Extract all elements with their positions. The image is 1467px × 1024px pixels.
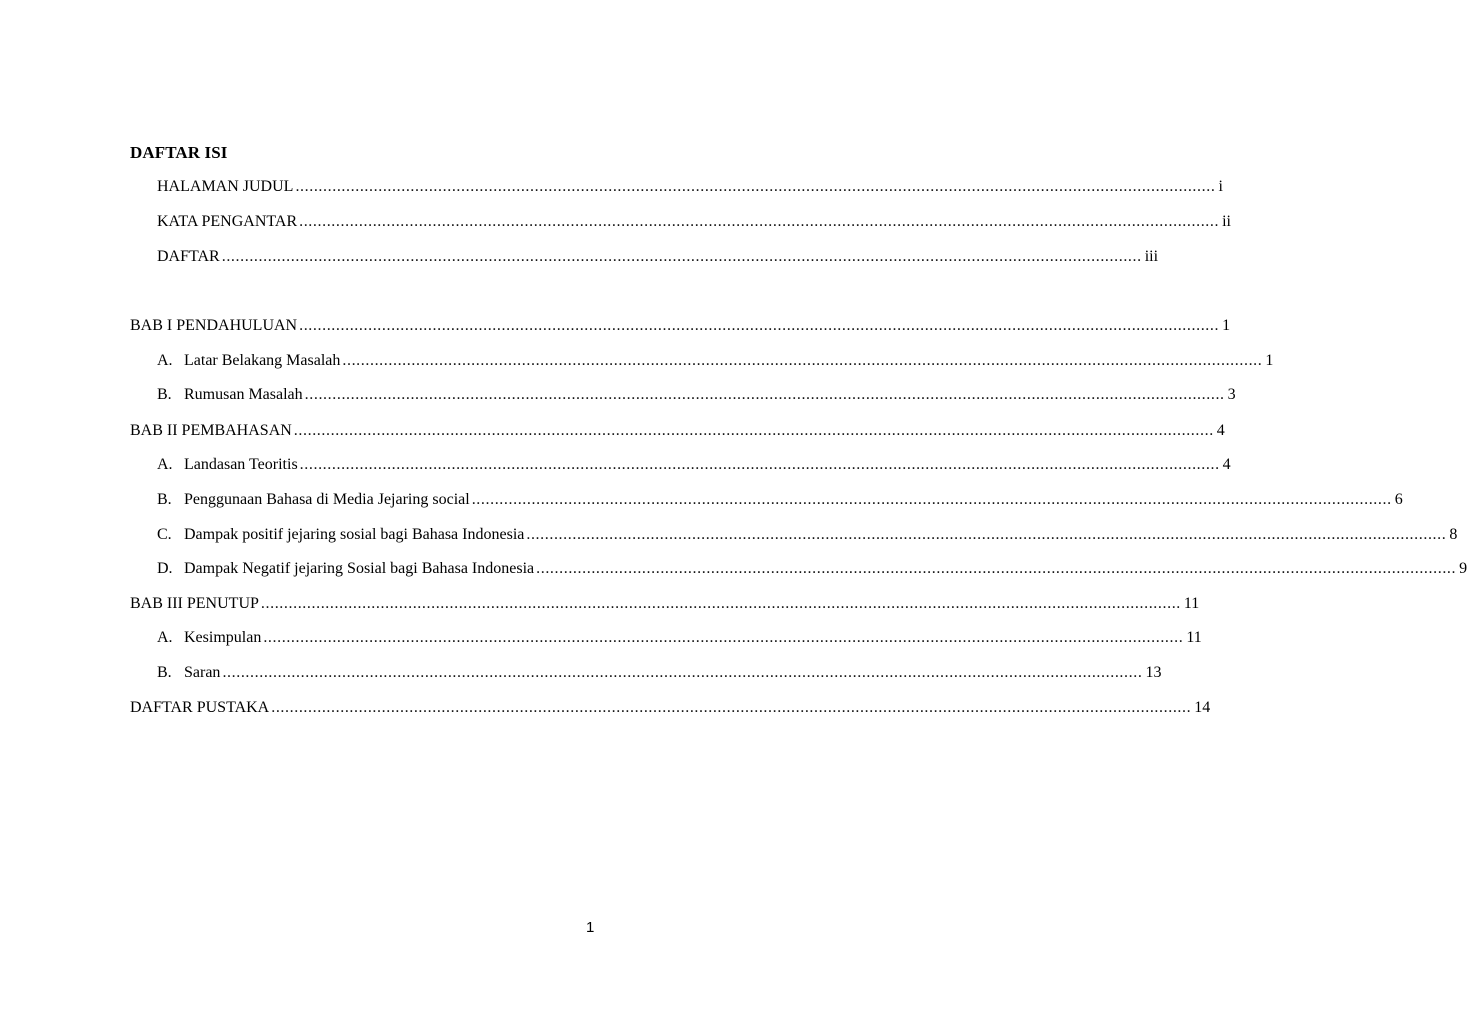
toc-entry-bab-2-a[interactable]: [157, 454, 1231, 476]
toc-entry-page: 13: [1145, 664, 1162, 681]
toc-entry-label: [157, 662, 220, 684]
toc-entry-label: BAB II PEMBAHASAN: [130, 422, 292, 439]
toc-entry-text: Penggunaan Bahasa di Media Jejaring social: [184, 491, 470, 508]
toc-entry-label: DAFTAR: [157, 248, 220, 265]
toc-entry-marker: A.: [157, 352, 173, 369]
toc-entry-page: 3: [1227, 386, 1236, 403]
toc-entry-bab-2-b[interactable]: [157, 489, 1403, 511]
toc-dot-leader: ........................................................................................................................................................................................................: [342, 352, 1263, 369]
toc-entry-page: 4: [1216, 422, 1225, 439]
toc-dot-leader: ........................................................................................................................................................................................................: [304, 386, 1225, 403]
toc-entry-label: [157, 558, 534, 580]
toc-entry-marker: C.: [157, 526, 172, 543]
toc-entry-page: 1: [1265, 352, 1274, 369]
toc-entry-bab-3-b[interactable]: [157, 662, 1162, 684]
toc-entry-text: Dampak Negatif jejaring Sosial bagi Bahasa Indonesia: [184, 560, 535, 577]
toc-entry-text: Rumusan Masalah: [184, 386, 303, 403]
toc-entry-marker: D.: [157, 560, 173, 577]
toc-entry-bab-2-c[interactable]: [157, 524, 1458, 546]
toc-entry-text: Latar Belakang Masalah: [184, 352, 341, 369]
toc-entry-page: 6: [1394, 491, 1403, 508]
toc-dot-leader: ........................................................................................................................................................................................................: [221, 248, 1142, 265]
toc-entry-bab-1-a[interactable]: [157, 350, 1274, 372]
toc-dot-leader: ........................................................................................................................................................................................................: [271, 699, 1192, 716]
toc-entry-label: [157, 524, 524, 546]
toc-dot-leader: ........................................................................................................................................................................................................: [295, 178, 1216, 195]
toc-dot-leader: ........................................................................................................................................................................................................: [526, 526, 1447, 543]
toc-entry-page: 11: [1186, 629, 1202, 646]
toc-dot-leader: ........................................................................................................................................................................................................: [536, 560, 1457, 577]
toc-entry-text: Kesimpulan: [184, 629, 262, 646]
toc-entry-text: Landasan Teoritis: [184, 456, 298, 473]
toc-dot-leader: ........................................................................................................................................................................................................: [299, 213, 1220, 230]
toc-entry-label: [157, 384, 303, 406]
toc-dot-leader: ........................................................................................................................................................................................................: [293, 422, 1214, 439]
toc-entry-marker: B.: [157, 664, 172, 681]
toc-entry-page: i: [1218, 178, 1223, 195]
toc-dot-leader: ........................................................................................................................................................................................................: [471, 491, 1392, 508]
toc-entry-page: ii: [1222, 213, 1231, 230]
toc-entry-page: 4: [1222, 456, 1231, 473]
toc-entry-page: 8: [1449, 526, 1458, 543]
toc-dot-leader: ........................................................................................................................................................................................................: [299, 317, 1220, 334]
toc-dot-leader: ........................................................................................................................................................................................................: [222, 664, 1143, 681]
toc-entry-marker: B.: [157, 386, 172, 403]
toc-entry-page: iii: [1144, 248, 1159, 265]
toc-entry-page: 9: [1459, 560, 1467, 577]
toc-entry-bab-2-d[interactable]: [157, 558, 1467, 580]
toc-entry-label: BAB III PENUTUP: [130, 595, 259, 612]
toc-entry-kata-pengantar[interactable]: [157, 211, 1231, 233]
toc-entry-bab-1-b[interactable]: [157, 384, 1236, 406]
toc-entry-marker: A.: [157, 629, 173, 646]
toc-entry-marker: A.: [157, 456, 173, 473]
toc-entry-daftar[interactable]: [157, 246, 1159, 268]
toc-entry-label: KATA PENGANTAR: [157, 213, 298, 230]
toc-entry-bab-2[interactable]: [130, 420, 1225, 442]
toc-title: DAFTAR ISI: [130, 143, 228, 162]
footer-page-number: 1: [586, 919, 595, 936]
toc-entry-page: 1: [1222, 317, 1231, 334]
toc-entry-label: [157, 350, 340, 372]
toc-entry-halaman-judul[interactable]: [157, 176, 1223, 198]
toc-entry-label: [157, 489, 470, 511]
toc-entry-text: Saran: [184, 664, 221, 681]
toc-dot-leader: ........................................................................................................................................................................................................: [263, 629, 1184, 646]
toc-entry-text: Dampak positif jejaring sosial bagi Bahasa Indonesia: [184, 526, 525, 543]
toc-entry-label: BAB I PENDAHULUAN: [130, 317, 298, 334]
toc-dot-leader: ........................................................................................................................................................................................................: [299, 456, 1220, 473]
toc-dot-leader: ........................................................................................................................................................................................................: [260, 595, 1181, 612]
toc-entry-page: 14: [1194, 699, 1211, 716]
toc-entry-label: DAFTAR PUSTAKA: [130, 699, 270, 716]
toc-entry-bab-3[interactable]: [130, 593, 1200, 615]
toc-entry-label: [157, 454, 298, 476]
toc-entry-daftar-pustaka[interactable]: [130, 697, 1211, 719]
toc-entry-page: 11: [1183, 595, 1200, 612]
toc-entry-label: [157, 627, 261, 649]
toc-entry-bab-3-a[interactable]: [157, 627, 1202, 649]
toc-entry-marker: B.: [157, 491, 172, 508]
toc-entry-bab-1[interactable]: [130, 315, 1231, 337]
toc-entry-label: HALAMAN JUDUL: [157, 178, 294, 195]
